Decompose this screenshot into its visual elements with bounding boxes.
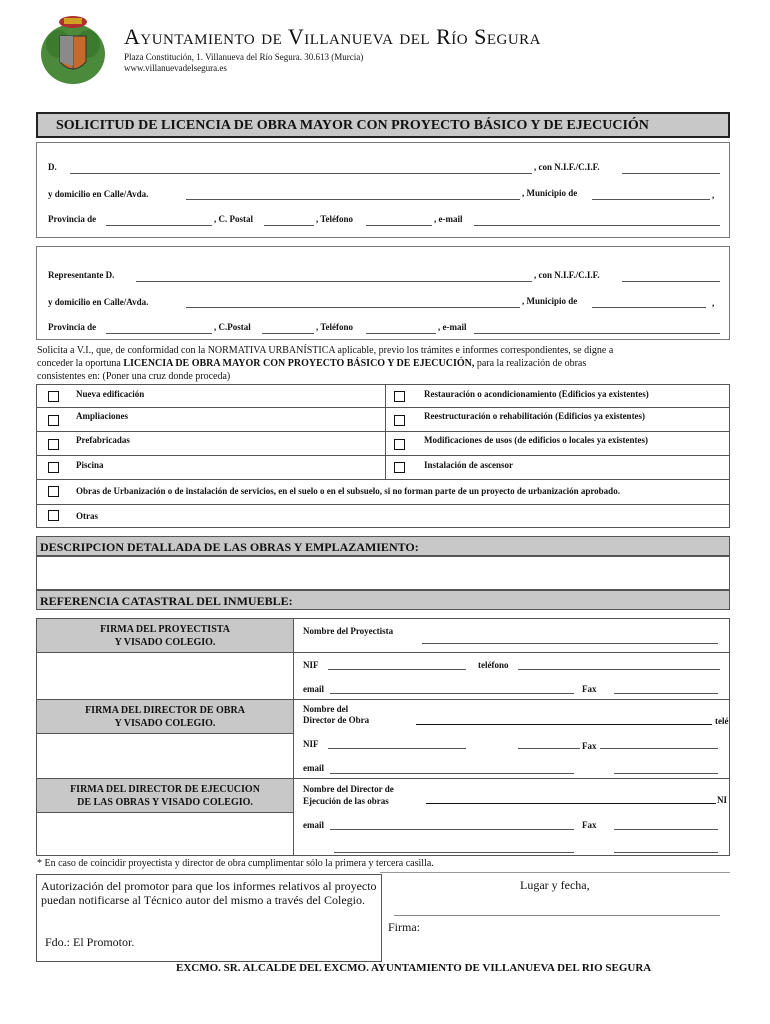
applicant-street-field[interactable]: [186, 199, 520, 200]
options-row-divider-3: [36, 455, 730, 456]
director-ejecucion-extra-field-2[interactable]: [614, 852, 718, 853]
director-ejecucion-firma-label: FIRMA DEL DIRECTOR DE EJECUCION DE LAS OBRAS Y VISADO COLEGIO.: [70, 784, 260, 808]
director-obra-nombre-label: Nombre del Director de Obra: [303, 704, 370, 725]
proyectista-email-label: email: [303, 684, 324, 694]
options-row-divider-1: [36, 407, 730, 408]
director-obra-nombre-field[interactable]: [416, 724, 712, 725]
request-line-3: consistentes en: (Poner una cruz donde proceda): [37, 371, 231, 382]
form-title-bar: [36, 112, 730, 138]
proyectista-nombre-field[interactable]: [422, 643, 718, 644]
catastral-header: [36, 590, 730, 610]
director-obra-nif-label: NIF: [303, 739, 319, 749]
applicant-trailing-comma: ,: [712, 190, 715, 200]
rep-nif-field[interactable]: [622, 281, 720, 282]
checkbox-otras[interactable]: [48, 510, 59, 521]
rep-name-field[interactable]: [136, 281, 532, 282]
signature-grid-col-divider: [293, 618, 294, 856]
applicant-municipio-label: , Municipio de: [522, 188, 578, 198]
proyectista-telefono-label: teléfono: [478, 660, 509, 670]
checkbox-restauracion[interactable]: [394, 391, 405, 402]
proyectista-nombre-label: Nombre del Proyectista: [303, 626, 394, 636]
applicant-provincia-label: Provincia de: [48, 214, 97, 224]
header-title: Ayuntamiento de Villanueva del Río Segura: [124, 24, 541, 49]
director-ejecucion-nombre-label: Nombre del Director de Ejecución de las obras: [303, 784, 394, 806]
applicant-provincia-field[interactable]: [106, 225, 212, 226]
applicant-email-field[interactable]: [474, 225, 720, 226]
header-website: www.villanuevadelsegura.es: [124, 63, 227, 73]
director-obra-firma-header: [37, 699, 293, 734]
option-reestructuracion: Reestructuración o rehabilitación (Edificios ya existentes): [424, 411, 646, 421]
applicant-domicilio-label: y domicilio en Calle/Avda.: [48, 189, 149, 199]
options-row-divider-4: [36, 479, 730, 480]
checkbox-ampliaciones[interactable]: [48, 415, 59, 426]
descripcion-header: [36, 536, 730, 556]
signature-space[interactable]: [430, 918, 720, 958]
director-ejecucion-fax-field[interactable]: [614, 829, 718, 830]
option-restauracion: Restauración o acondicionamiento (Edificios ya existentes): [424, 389, 649, 399]
request-line-1: Solicita a V.I., que, de conformidad con la NORMATIVA URBANÍSTICA aplicable, previo los trámites e informes correspondientes, se digne a: [37, 345, 614, 356]
director-ejecucion-fax-label: Fax: [582, 820, 597, 830]
catastral-title: REFERENCIA CATASTRAL DEL INMUEBLE:: [40, 594, 293, 608]
applicant-cpostal-label: , C. Postal: [214, 214, 253, 224]
applicant-nif-field[interactable]: [622, 173, 720, 174]
director-ejecucion-ni-cut: NI: [717, 795, 728, 805]
rep-provincia-field[interactable]: [106, 333, 212, 334]
checkbox-prefabricadas[interactable]: [48, 439, 59, 450]
applicant-nif-label: , con N.I.F./C.I.F.: [534, 162, 600, 172]
rep-municipio-label: , Municipio de: [522, 296, 578, 306]
director-obra-email-field[interactable]: [330, 773, 574, 774]
authorization-signed: Fdo.: El Promotor.: [45, 935, 135, 949]
rep-provincia-label: Provincia de: [48, 322, 97, 332]
rep-telefono-field[interactable]: [366, 333, 436, 334]
place-date-field[interactable]: [394, 915, 720, 916]
director-obra-fax-label: Fax: [582, 741, 597, 751]
rep-municipio-field[interactable]: [592, 307, 706, 308]
proyectista-nif-field[interactable]: [328, 669, 466, 670]
proyectista-nif-label: NIF: [303, 660, 319, 670]
checkbox-modificaciones[interactable]: [394, 439, 405, 450]
municipal-crest: [38, 14, 108, 86]
director-obra-nif-field[interactable]: [328, 748, 466, 749]
checkbox-piscina[interactable]: [48, 462, 59, 473]
rep-nif-label: , con N.I.F./C.I.F.: [534, 270, 600, 280]
director-obra-email-label: email: [303, 763, 324, 773]
option-urbanizacion: Obras de Urbanización o de instalación de servicios, en el suelo o en el subsuelo, si no forman parte de un proyecto de urbanización aprobado.: [76, 486, 620, 496]
options-row-divider-2: [36, 431, 730, 432]
director-obra-tel-cut: telé: [715, 716, 729, 726]
signature-label: Firma:: [388, 920, 420, 934]
director-ejecucion-firma-header: [37, 778, 293, 813]
rep-cpostal-field[interactable]: [262, 333, 314, 334]
rep-email-field[interactable]: [474, 333, 720, 334]
rep-email-label: , e-mail: [438, 322, 467, 332]
applicant-telefono-label: , Teléfono: [316, 214, 354, 224]
director-obra-fax-field[interactable]: [600, 748, 718, 749]
option-ascensor: Instalación de ascensor: [424, 460, 514, 470]
director-ejecucion-nombre-field[interactable]: [426, 803, 716, 804]
descripcion-title: DESCRIPCION DETALLADA DE LAS OBRAS Y EMPLAZAMIENTO:: [40, 540, 419, 554]
proyectista-fax-field[interactable]: [614, 693, 718, 694]
proyectista-divider: [293, 652, 730, 653]
options-row-divider-5: [36, 504, 730, 505]
checkbox-reestructuracion[interactable]: [394, 415, 405, 426]
rep-label: Representante D.: [48, 270, 115, 280]
proyectista-firma-header: [37, 619, 293, 653]
director-obra-divider: [293, 699, 730, 700]
rep-domicilio-label: y domicilio en Calle/Avda.: [48, 297, 149, 307]
footnote-divider: [380, 872, 730, 873]
options-col-divider: [385, 384, 386, 479]
descripcion-field[interactable]: [36, 556, 730, 590]
proyectista-firma-space[interactable]: [37, 653, 293, 698]
representative-section: [36, 246, 730, 340]
rep-telefono-label: , Teléfono: [316, 322, 354, 332]
place-date-label: Lugar y fecha,: [520, 878, 590, 892]
proyectista-telefono-field[interactable]: [518, 669, 720, 670]
director-ejecucion-divider: [293, 778, 730, 779]
header-address: Plaza Constitución, 1. Villanueva del Río Segura. 30.613 (Murcia): [124, 52, 364, 62]
request-line-2-pre: conceder la oportuna: [37, 358, 124, 369]
rep-street-field[interactable]: [186, 307, 520, 308]
authorization-box: [36, 874, 382, 962]
option-modificaciones: Modificaciones de usos (de edificios o locales ya existentes): [424, 435, 648, 445]
request-line-2-post: para la realización de obras: [474, 358, 587, 369]
option-otras: Otras: [76, 511, 98, 521]
proyectista-firma-label: FIRMA DEL PROYECTISTA Y VISADO COLEGIO.: [100, 624, 230, 648]
director-obra-firma-label: FIRMA DEL DIRECTOR DE OBRA Y VISADO COLEGIO.: [85, 705, 245, 729]
proyectista-fax-label: Fax: [582, 684, 597, 694]
director-obra-tel-field[interactable]: [518, 748, 580, 749]
request-line-2: [37, 358, 586, 369]
applicant-telefono-field[interactable]: [366, 225, 432, 226]
applicant-email-label: , e-mail: [434, 214, 463, 224]
proyectista-email-field[interactable]: [330, 693, 574, 694]
director-ejecucion-email-label: email: [303, 820, 324, 830]
form-title: SOLICITUD DE LICENCIA DE OBRA MAYOR CON PROYECTO BÁSICO Y DE EJECUCIÓN: [56, 118, 649, 133]
applicant-cpostal-field[interactable]: [264, 225, 314, 226]
checkbox-nueva[interactable]: [48, 391, 59, 402]
option-nueva: Nueva edificación: [76, 389, 145, 399]
options-table: [36, 384, 730, 528]
rep-cpostal-label: , C.Postal: [214, 322, 251, 332]
checkbox-urbanizacion[interactable]: [48, 486, 59, 497]
director-ejecucion-extra-field-1[interactable]: [334, 852, 574, 853]
request-line-2-bold: LICENCIA DE OBRA MAYOR CON PROYECTO BÁSICO Y DE EJECUCIÓN,: [123, 358, 475, 369]
authorization-text: Autorización del promotor para que los informes relativos al proyecto puedan notificarse al Técnico autor del mismo a través del Colegio.: [41, 879, 377, 907]
recipient: EXCMO. SR. ALCALDE DEL EXCMO. AYUNTAMIENTO DE VILLANUEVA DEL RIO SEGURA: [176, 962, 652, 974]
footnote: * En caso de coincidir proyectista y director de obra cumplimentar sólo la primera y tercera casilla.: [37, 858, 434, 869]
applicant-name-field[interactable]: [70, 173, 532, 174]
option-prefabricadas: Prefabricadas: [76, 435, 130, 445]
applicant-d-label: D.: [48, 162, 57, 172]
director-ejecucion-firma-space[interactable]: [37, 812, 293, 855]
option-piscina: Piscina: [76, 460, 104, 470]
checkbox-ascensor[interactable]: [394, 462, 405, 473]
director-obra-extra-field[interactable]: [614, 773, 718, 774]
rep-trailing-comma: ,: [712, 298, 715, 308]
director-obra-firma-space[interactable]: [37, 733, 293, 778]
director-ejecucion-email-field[interactable]: [330, 829, 574, 830]
option-ampliaciones: Ampliaciones: [76, 411, 129, 421]
applicant-municipio-field[interactable]: [592, 199, 710, 200]
